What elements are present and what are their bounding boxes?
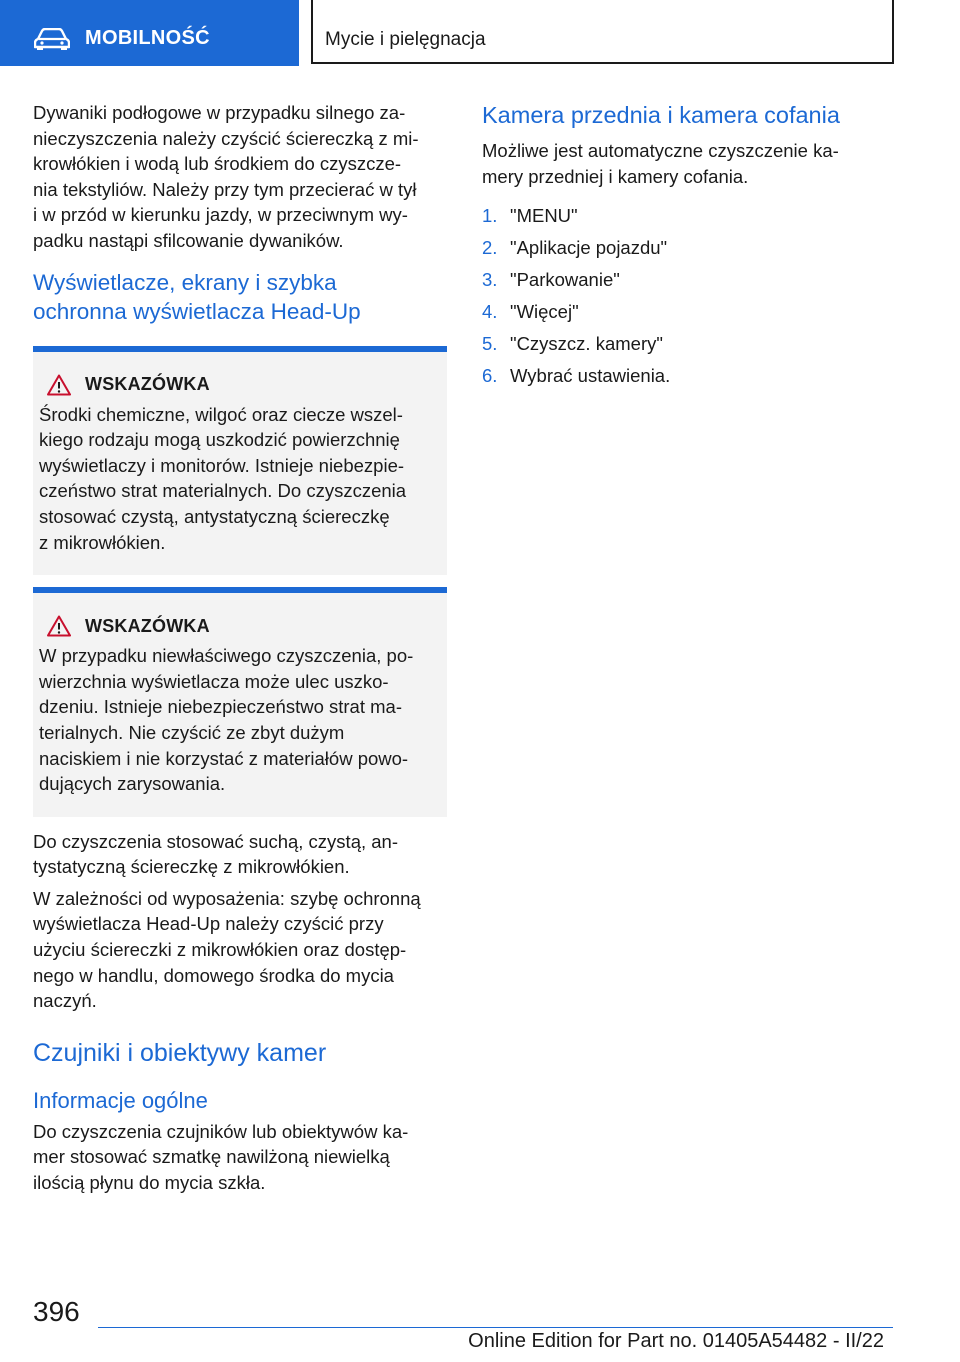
notice-header (39, 615, 435, 637)
list-item (482, 267, 882, 293)
step-text: "Czyszcz. kamery" (510, 333, 663, 355)
step-text: "Więcej" (510, 301, 579, 323)
paragraph-dry-cloth: Do czyszczenia stosować suchą, czystą, an- tystatyczną ściereczkę z mikrowłókien. (33, 830, 399, 878)
footer-edition: Online Edition for Part no. 01405A54482 - II/22 (468, 1330, 884, 1352)
step-number: 6. (482, 365, 498, 387)
warning-icon (47, 615, 71, 637)
notice-text: W przypadku niewłaściwego czyszczenia, po- wierzchnia wyświetlacza może ulec uszko- dzeniu. Istnieje niebezpieczeństwo strat ma- terialnych. Nie czyścić ze zbyt dużym naciskiem i nie korzystać z materiałów powo- dujących zarysowania. (39, 645, 414, 795)
step-number: 5. (482, 333, 498, 355)
notice-title: WSKAZÓWKA (85, 374, 210, 395)
step-text: "Parkowanie" (510, 269, 620, 291)
step-text: "MENU" (510, 205, 578, 227)
notice-header (39, 374, 435, 396)
notice-text: Środki chemiczne, wilgoć oraz ciecze wszel- kiego rodzaju mogą uszkodzić powierzchnię wyświetlaczy i monitorów. Istnieje niebezpie- czeństwo strat materialnych. Do czyszczenia stosować czystą, antystatyczną ściereczkę z mikrowłókien. (39, 403, 407, 553)
section-title: MOBILNOŚĆ (85, 27, 210, 49)
heading-general-info: Informacje ogólne (33, 1087, 208, 1113)
paragraph-sensors: Do czyszczenia czujników lub obiektywów ka- mer stosować szmatkę nawilżoną niewielką ilością płynu do mycia szkła. (33, 1120, 409, 1194)
steps-list (482, 203, 882, 389)
step-number: 2. (482, 237, 498, 259)
page-number: 396 (33, 1296, 80, 1327)
notice-box (33, 346, 447, 576)
left-column (33, 100, 449, 1202)
step-number: 1. (482, 205, 498, 227)
list-item (482, 363, 882, 389)
heading-camera: Kamera przednia i kamera cofania (482, 102, 840, 128)
right-column (482, 100, 882, 395)
intro-paragraph: Dywaniki podłogowe w przypadku silnego za- nieczyszczenia należy czyścić ściereczką z mi- krowłókien i wodą lub środkiem do czyszcze- nia tekstyliów. Należy przy tym przecierać w tył i w przód w kierunku jazdy, w przeciwnym wy- padku nastąpi sfilcowanie dywaników. (33, 102, 419, 251)
camera-intro: Możliwe jest automatyczne czyszczenie ka- mery przedniej i kamery cofania. (482, 140, 839, 187)
step-number: 3. (482, 269, 498, 291)
heading-sensors: Czujniki i obiektywy kamer (33, 1038, 327, 1067)
step-text: Wybrać ustawienia. (510, 365, 671, 387)
list-item (482, 235, 882, 261)
heading-displays: Wyświetlacze, ekrany i szybka ochronna wyświetlacza Head-Up (33, 269, 361, 324)
step-number: 4. (482, 301, 498, 323)
paragraph-hud-glass: W zależności od wyposażenia: szybę ochronną wyświetlacza Head-Up należy czyścić przy użyciu ściereczki z mikrowłókien oraz dostęp- nego w handlu, domowego środka do mycia naczyń. (33, 887, 421, 1012)
car-icon (34, 28, 70, 50)
section-tab (0, 0, 299, 66)
notice-title: WSKAZÓWKA (85, 615, 210, 636)
step-text: "Aplikacje pojazdu" (510, 237, 668, 259)
list-item (482, 331, 882, 357)
list-item (482, 203, 882, 229)
warning-icon (47, 374, 71, 396)
chapter-title: Mycie i pielęgnacja (325, 29, 486, 50)
notice-box (33, 587, 447, 817)
list-item (482, 299, 882, 325)
footer-divider (98, 1327, 893, 1328)
